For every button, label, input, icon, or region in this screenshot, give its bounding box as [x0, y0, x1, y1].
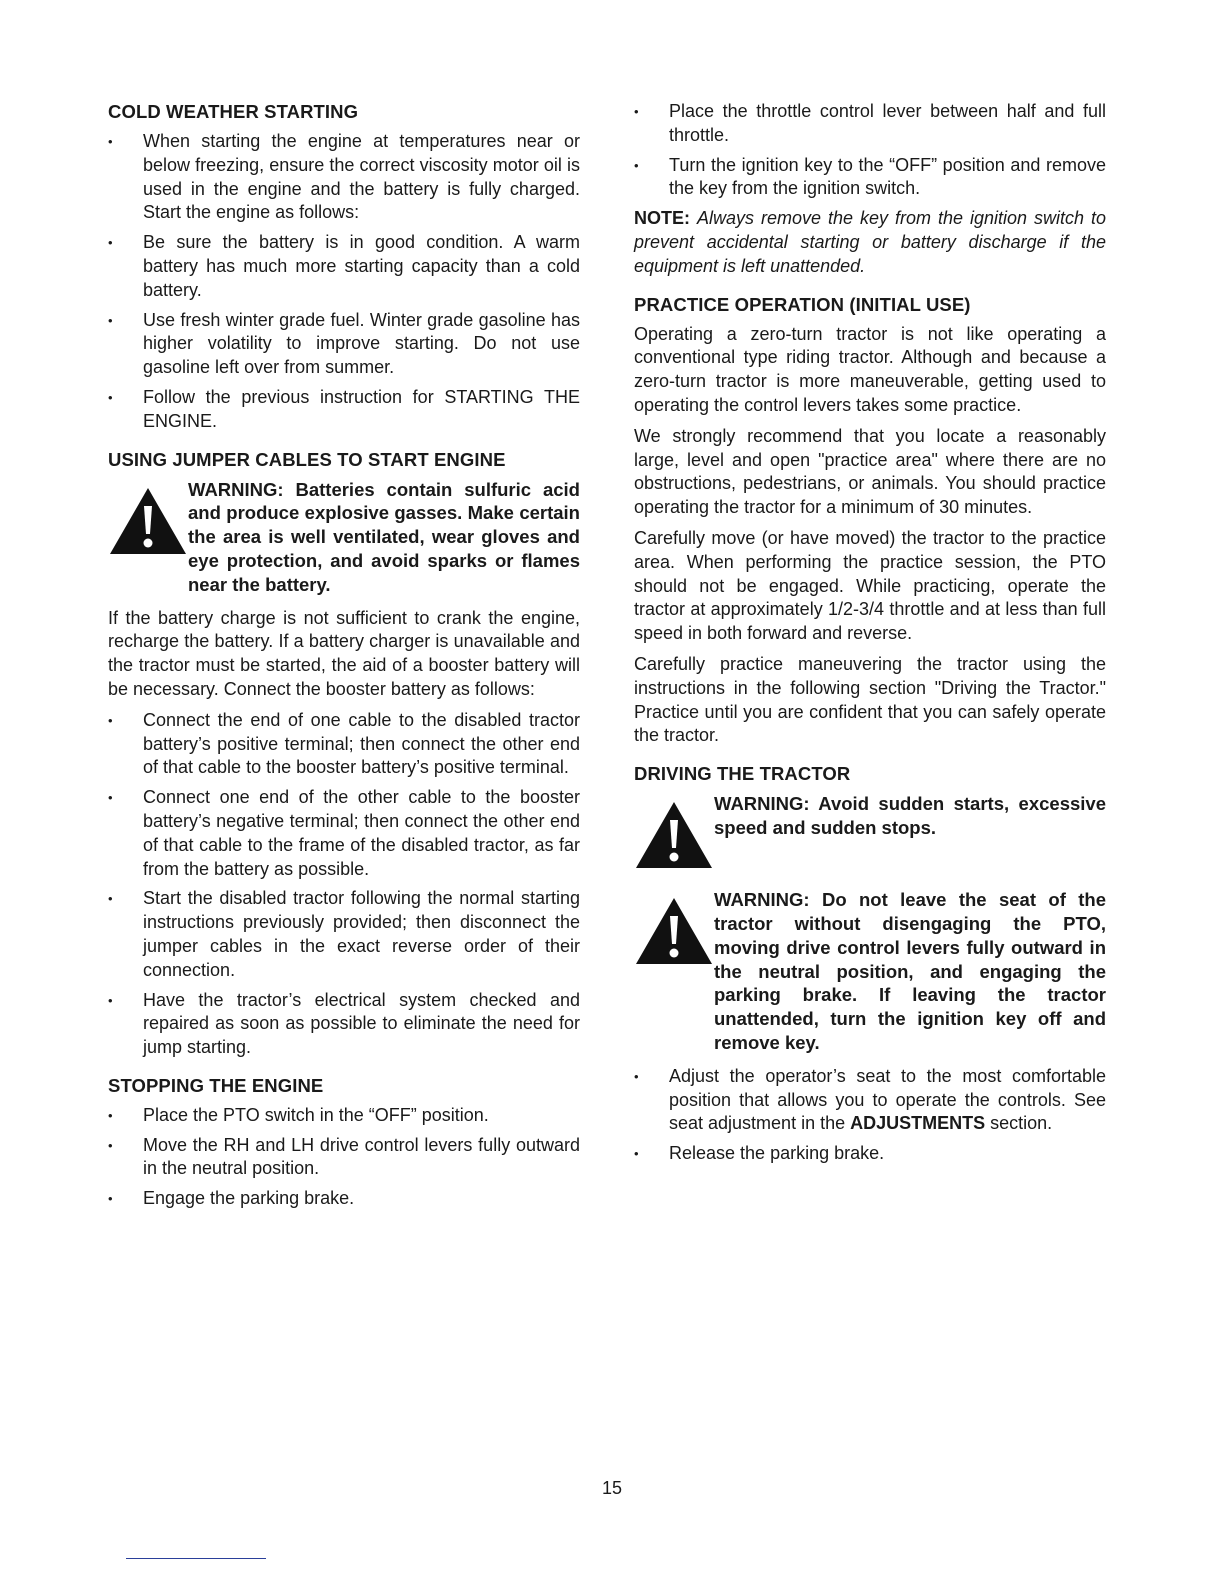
bullet-icon: • [108, 1191, 113, 1207]
list-item: • Engage the parking brake. [108, 1187, 580, 1211]
warning-triangle-icon [634, 800, 714, 870]
battery-warning-text: WARNING: Batteries contain sulfuric acid and produce explosive gasses. Make certain the area is well ventilated, wear gloves and eye protection, and avoid sparks or flames near the battery. [188, 478, 580, 595]
adjustments-reference: ADJUSTMENTS [850, 1113, 986, 1134]
practice-paragraph: Operating a zero-turn tractor is not like operating a conventional type riding tractor. Although and because a zero-turn tractor is more maneuverable, getting used to operating the control levers takes some practice. [634, 323, 1106, 415]
speed-warning [634, 792, 1106, 870]
battery-warning [108, 478, 580, 597]
cold-weather-heading: COLD WEATHER STARTING [108, 101, 359, 122]
stopping-engine-section [108, 1074, 580, 1211]
bullet-icon: • [108, 712, 113, 728]
list-item: • Have the tractor’s electrical system checked and repaired as soon as possible to eliminate the need for jump starting. [108, 989, 580, 1058]
bullet-icon: • [108, 790, 113, 806]
list-item: • When starting the engine at temperatures near or below freezing, ensure the correct viscosity motor oil is used in the engine and the battery is fully charged. Start the engine as follows: [108, 131, 580, 223]
bullet-icon: • [108, 992, 113, 1008]
bullet-icon: • [634, 1146, 639, 1162]
list-item: • Turn the ignition key to the “OFF” position and remove the key from the ignition switch. [634, 154, 1106, 199]
bullet-icon: • [108, 389, 113, 405]
practice-paragraph: We strongly recommend that you locate a reasonably large, level and open "practice area" where there are no obstructions, pedestrians, or animals. You should practice operating the tractor for a minimum of 30 minutes. [634, 425, 1106, 518]
driving-list [634, 1065, 1106, 1166]
bullet-icon: • [108, 312, 113, 328]
seat-warning-text: WARNING: Do not leave the seat of the tractor without disengaging the PTO, moving drive control levers fully outward in the neutral position, and engaging the parking brake. If leaving the tractor unattended, turn the ignition key off and remove key. [714, 889, 1106, 1053]
practice-operation-heading: PRACTICE OPERATION (INITIAL USE) [634, 293, 971, 315]
right-column [634, 100, 1106, 1180]
list-item: • Connect one end of the other cable to the booster battery’s negative terminal; then connect the other end of that cable to the frame of the disabled tractor, as far from the battery as possible. [108, 787, 580, 879]
bullet-icon: • [108, 134, 113, 149]
bullet-icon: • [108, 891, 113, 907]
speed-warning-text: WARNING: Avoid sudden starts, excessive speed and sudden stops. [714, 793, 1106, 838]
jumper-steps-list [108, 709, 580, 1060]
list-item: • Release the parking brake. [634, 1142, 1106, 1166]
practice-paragraph: Carefully move (or have moved) the tractor to the practice area. When performing the practice session, the PTO should not be engaged. While practicing, operate the tractor at approximately 1/2-3/4 throttle and at less than full speed in both forward and reverse. [634, 527, 1106, 644]
cold-weather-section [108, 100, 580, 434]
jumper-intro: If the battery charge is not sufficient to crank the engine, recharge the battery. If a battery charger is unavailable and the tractor must be started, the aid of a booster battery will be necessary. Connect the booster battery as follows: [108, 607, 580, 699]
bullet-icon: • [108, 1137, 113, 1153]
stopping-engine-heading: STOPPING THE ENGINE [108, 1074, 324, 1096]
stopping-engine-list-continued [634, 100, 1106, 201]
practice-operation-section [634, 293, 1106, 749]
list-item: • Place the PTO switch in the “OFF” position. [108, 1104, 580, 1128]
list-item: • Use fresh winter grade fuel. Winter grade gasoline has higher volatility to improve starting. Do not use gasoline left over from summer. [108, 309, 580, 378]
bullet-icon: • [108, 1107, 113, 1123]
left-column [108, 100, 580, 1225]
seat-warning [634, 888, 1106, 1055]
list-item: • Adjust the operator’s seat to the most comfortable position that allows you to operate the controls. See seat adjustment in the ADJUSTMENTS section. [634, 1065, 1106, 1134]
bullet-icon: • [634, 104, 639, 119]
note-text: Always remove the key from the ignition switch to prevent accidental starting or battery discharge if the equipment is left unattended. [634, 208, 1106, 276]
list-item: • Connect the end of one cable to the disabled tractor battery’s positive terminal; then connect the other end of that cable to the booster battery’s positive terminal. [108, 709, 580, 778]
stopping-engine-list [108, 1104, 580, 1211]
page-number: 15 [601, 1478, 623, 1498]
driving-tractor-section [634, 762, 1106, 1166]
practice-paragraph: Carefully practice maneuvering the tractor using the instructions in the following section "Driving the Tractor." Practice until you are confident that you can safely operate the tractor. [634, 653, 1106, 746]
jumper-cables-heading: USING JUMPER CABLES TO START ENGINE [108, 448, 506, 470]
footer-rule [126, 1558, 266, 1559]
bullet-icon: • [634, 157, 639, 173]
bullet-icon: • [108, 235, 113, 251]
note-label: NOTE: [634, 208, 690, 229]
warning-triangle-icon [108, 486, 188, 556]
warning-triangle-icon [634, 896, 714, 966]
bullet-icon: • [634, 1068, 639, 1084]
driving-tractor-heading: DRIVING THE TRACTOR [634, 763, 851, 785]
stopping-engine-continued [634, 100, 1106, 279]
list-item: • Be sure the battery is in good condition. A warm battery has much more starting capacity than a cold battery. [108, 232, 580, 300]
list-item: • Start the disabled tractor following the normal starting instructions previously provided; then disconnect the jumper cables in the exact reverse order of their connection. [108, 888, 580, 980]
jumper-cables-section [108, 448, 580, 1060]
list-item: • Place the throttle control lever between half and full throttle. [634, 101, 1106, 145]
cold-weather-list [108, 130, 580, 434]
ignition-note [634, 207, 1106, 278]
list-item: • Move the RH and LH drive control levers fully outward in the neutral position. [108, 1134, 580, 1179]
list-item: • Follow the previous instruction for STARTING THE ENGINE. [108, 386, 580, 431]
